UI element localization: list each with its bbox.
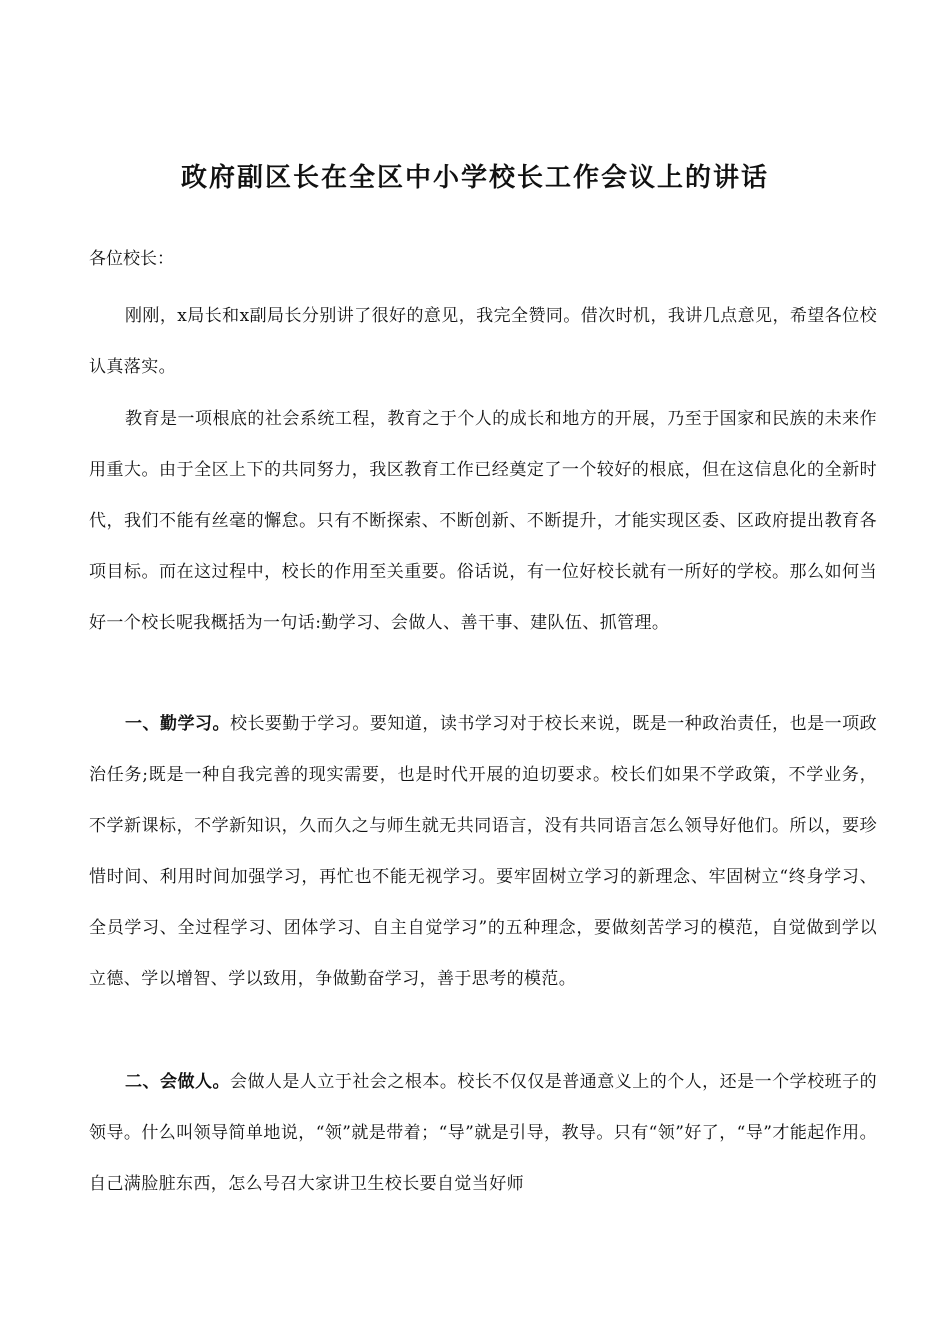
paragraph-text: 刚刚，x局长和x副局长分别讲了很好的意见，我完全赞同。借次时机，我讲几点意见，希望各位校认真落实。 bbox=[89, 306, 877, 377]
document-title: 政府副区长在全区中小学校长工作会议上的讲话 bbox=[180, 163, 769, 193]
paragraph-text: 教育是一项根底的社会系统工程，教育之于个人的成长和地方的开展，乃至于国家和民族的未来作用重大。由于全区上下的共同努力，我区教育工作已经奠定了一个较好的根底，但在这信息化的全新时代，我们不能有丝毫的懈怠。只有不断探索、不断创新、不断提升，才能实现区委、区政府提出教育各项目标。而在这过程中，校长的作用至关重要。俗话说，有一位好校长就有一所好的学校。那么如何当好一个校长呢我概括为一句话:勤学习、会做人、善干事、建队伍、抓管理。 bbox=[89, 409, 877, 633]
section-heading: 二、会做人。 bbox=[125, 1072, 230, 1092]
paragraph bbox=[89, 1057, 877, 1210]
section-heading: 一、勤学习。 bbox=[125, 714, 230, 734]
paragraph-text: 校长要勤于学习。要知道，读书学习对于校长来说，既是一种政治责任，也是一项政治任务;既是一种自我完善的现实需要，也是时代开展的迫切要求。校长们如果不学政策，不学业务，不学新课标，不学新知识，久而久之与师生就无共同语言，没有共同语言怎么领导好他们。所以，要珍惜时间、利用时间加强学习，再忙也不能无视学习。要牢固树立学习的新理念、牢固树立“终身学习、全员学习、全过程学习、团体学习、自主自觉学习”的五种理念，要做刻苦学习的模范，自觉做到学以立德、学以增智、学以致用，争做勤奋学习，善于思考的模范。 bbox=[89, 714, 877, 989]
paragraph bbox=[89, 699, 877, 1005]
paragraph-text: 会做人是人立于社会之根本。校长不仅仅是普通意义上的个人，还是一个学校班子的领导。什么叫领导简单地说，“领”就是带着；“导”就是引导，教导。只有“领”好了，“导”才能起作用。自己满脸脏东西，怎么号召大家讲卫生校长要自觉当好师 bbox=[89, 1072, 877, 1194]
salutation: 各位校长： bbox=[89, 249, 174, 269]
paragraph bbox=[89, 291, 877, 393]
paragraph bbox=[89, 394, 877, 649]
